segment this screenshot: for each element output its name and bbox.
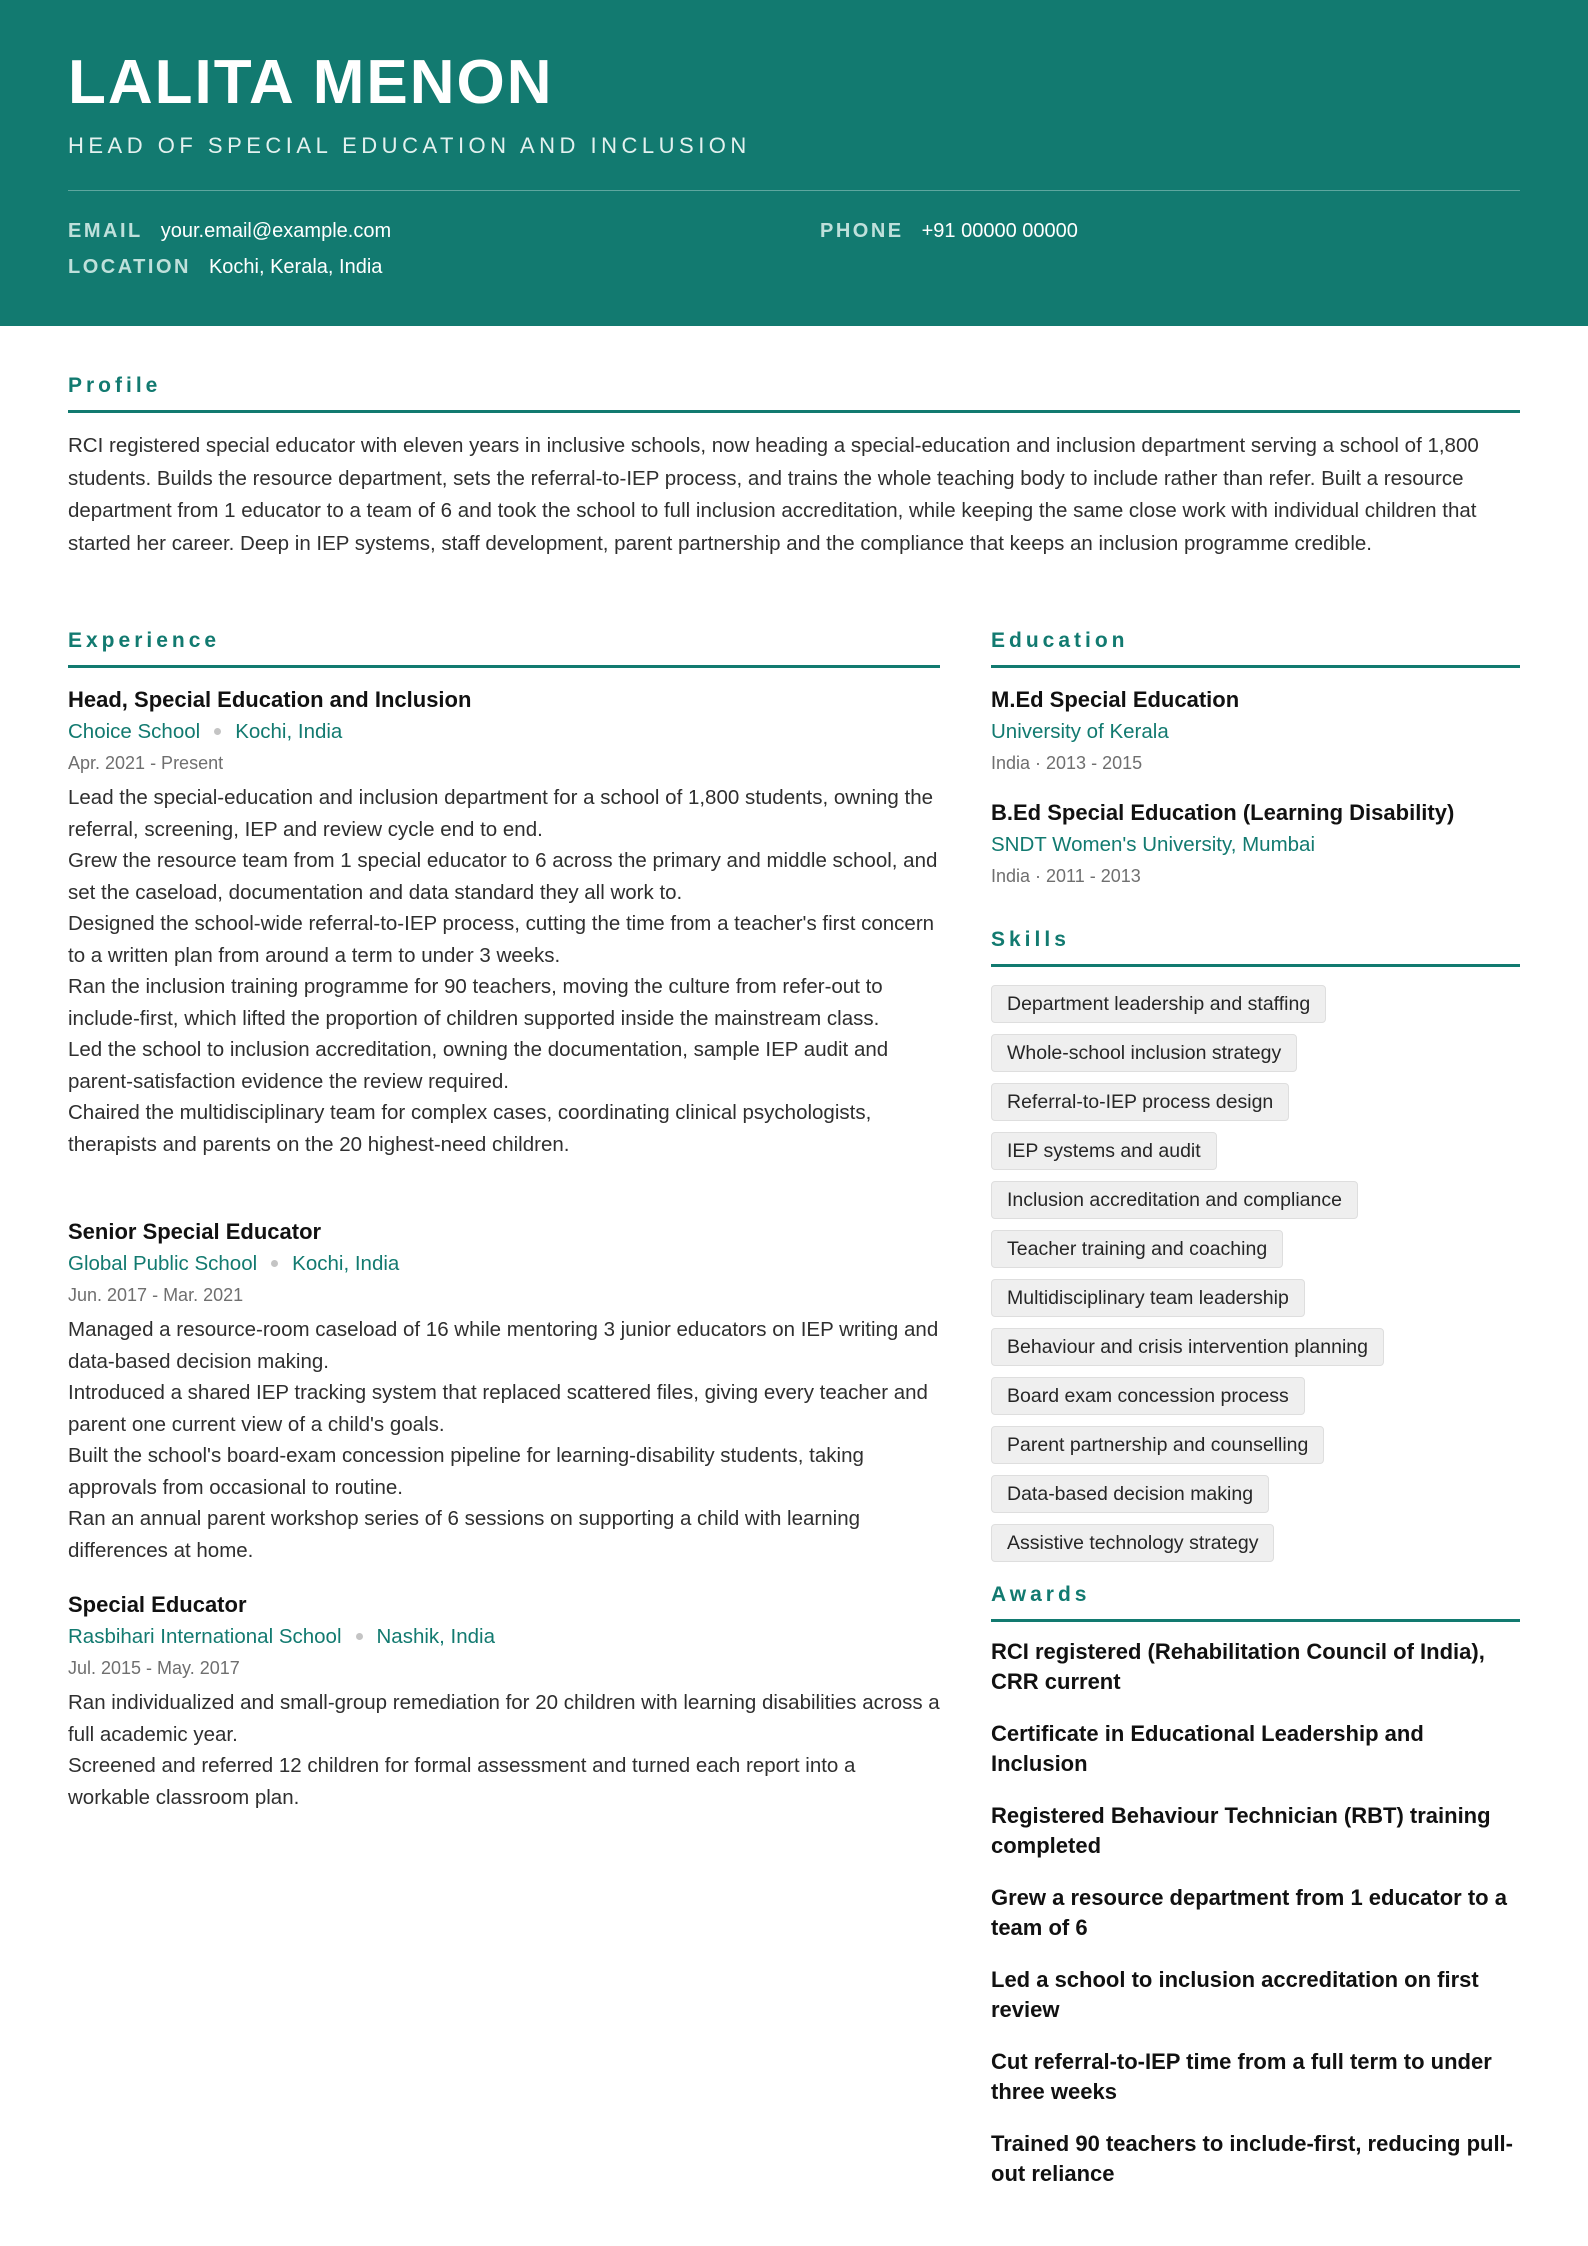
skill-chip: Board exam concession process — [991, 1377, 1305, 1415]
profile-summary: RCI registered special educator with eleven years in inclusive schools, now heading a special-education and inclusion department serving a school of 1,800 students. Builds the resource department, sets the referral-to-IEP process, and trains the whole teaching body to include rather than refer. Built a resource department from 1 educator to a team of 6 and took the school to full inclusion accreditation, while keeping the same close work with individual children that started her career. Deep in IEP systems, staff development, parent partnership and the compliance that keeps an inclusion programme credible. — [68, 434, 1479, 555]
job-title: Senior Special Educator — [68, 1219, 322, 1244]
job-org-line — [68, 716, 940, 748]
job-bullet: Ran individualized and small-group remediation for 20 children with learning disabilities across a full academic year. — [68, 1691, 940, 1746]
award-item: Trained 90 teachers to include-first, reducing pull-out reliance — [991, 2131, 1513, 2186]
job-location: Kochi, India — [235, 720, 343, 743]
skill-chip: Behaviour and crisis intervention planning — [991, 1328, 1384, 1366]
profile-heading: Profile — [68, 374, 162, 397]
skill-chip: Department leadership and staffing — [991, 985, 1326, 1023]
education-divider — [991, 665, 1520, 668]
award-item: Cut referral-to-IEP time from a full term to under three weeks — [991, 2049, 1492, 2104]
skill-chip: Data-based decision making — [991, 1475, 1269, 1513]
skill-chip: Assistive technology strategy — [991, 1524, 1274, 1562]
skill-chip: Whole-school inclusion strategy — [991, 1034, 1297, 1072]
job-bullet: Built the school's board-exam concession pipeline for learning-disability students, taking approvals from occasional to routine. — [68, 1444, 864, 1499]
separator-dot-icon — [356, 1633, 363, 1640]
job-bullet: Introduced a shared IEP tracking system that replaced scattered files, giving every teacher and parent one current view of a child's goals. — [68, 1381, 928, 1436]
awards-divider — [991, 1619, 1520, 1622]
experience-divider — [68, 665, 940, 668]
email-label: EMAIL — [68, 220, 143, 242]
location-label: LOCATION — [68, 256, 191, 278]
job-bullet: Ran an annual parent workshop series of 6 sessions on supporting a child with learning differences at home. — [68, 1507, 861, 1562]
contact-phone — [820, 218, 1078, 244]
separator-dot-icon — [271, 1260, 278, 1267]
edu-degree: B.Ed Special Education (Learning Disability) — [991, 800, 1455, 825]
job-dates: Jun. 2017 - Mar. 2021 — [68, 1285, 244, 1305]
contact-location — [68, 254, 382, 280]
resume-header — [0, 0, 1588, 326]
skill-chip: Inclusion accreditation and compliance — [991, 1181, 1358, 1219]
job-employer: Choice School — [68, 720, 201, 743]
skill-chip: Referral-to-IEP process design — [991, 1083, 1289, 1121]
job-entry — [68, 1589, 940, 1813]
profile-divider — [68, 410, 1520, 413]
award-item: RCI registered (Rehabilitation Council of India), CRR current — [991, 1639, 1485, 1694]
skill-chip: Multidisciplinary team leadership — [991, 1279, 1305, 1317]
job-bullet: Chaired the multidisciplinary team for complex cases, coordinating clinical psychologists, therapists and parents on the 20 highest-need children. — [68, 1101, 872, 1156]
candidate-title: HEAD OF SPECIAL EDUCATION AND INCLUSION — [68, 133, 751, 158]
separator-dot-icon — [214, 728, 221, 735]
email-value[interactable]: your.email@example.com — [160, 220, 392, 242]
job-entry — [68, 1216, 940, 1566]
award-item: Certificate in Educational Leadership and Inclusion — [991, 1721, 1424, 1776]
awards-list — [991, 1637, 1520, 2211]
job-dates: Apr. 2021 - Present — [68, 753, 224, 773]
award-item: Grew a resource department from 1 educator to a team of 6 — [991, 1885, 1507, 1940]
education-entry — [991, 684, 1520, 778]
edu-school: University of Kerala — [991, 720, 1169, 743]
skill-chip: Parent partnership and counselling — [991, 1426, 1324, 1464]
job-org-line — [68, 1248, 940, 1280]
award-item: Registered Behaviour Technician (RBT) training completed — [991, 1803, 1491, 1858]
education-heading: Education — [991, 629, 1129, 652]
contact-email — [68, 218, 391, 244]
candidate-name: LALITA MENON — [68, 48, 554, 117]
job-location: Kochi, India — [292, 1252, 400, 1275]
job-bullet: Ran the inclusion training programme for 90 teachers, moving the culture from refer-out to include-first, which lifted the proportion of children supported inside the mainstream class. — [68, 975, 883, 1030]
job-bullet: Designed the school-wide referral-to-IEP process, cutting the time from a teacher's first concern to a written plan from around a term to under 3 weeks. — [68, 912, 935, 967]
edu-meta: India · 2013 - 2015 — [991, 753, 1143, 773]
award-item: Led a school to inclusion accreditation on first review — [991, 1967, 1479, 2022]
job-employer: Global Public School — [68, 1252, 258, 1275]
header-divider — [68, 190, 1520, 191]
job-location: Nashik, India — [376, 1625, 496, 1648]
edu-meta: India · 2011 - 2013 — [991, 866, 1141, 886]
skill-chip: IEP systems and audit — [991, 1132, 1217, 1170]
experience-heading: Experience — [68, 629, 221, 652]
job-dates: Jul. 2015 - May. 2017 — [68, 1658, 240, 1678]
job-bullet: Grew the resource team from 1 special educator to 6 across the primary and middle school, and set the caseload, documentation and data standard they all work to. — [68, 849, 938, 904]
edu-school: SNDT Women's University, Mumbai — [991, 833, 1316, 856]
location-value: Kochi, Kerala, India — [208, 256, 383, 278]
job-bullet: Managed a resource-room caseload of 16 while mentoring 3 junior educators on IEP writing and data-based decision making. — [68, 1318, 939, 1373]
phone-value[interactable]: +91 00000 00000 — [921, 220, 1078, 242]
skill-chip: Teacher training and coaching — [991, 1230, 1283, 1268]
job-employer: Rasbihari International School — [68, 1625, 342, 1648]
job-bullet: Lead the special-education and inclusion department for a school of 1,800 students, owning the referral, screening, IEP and review cycle end to end. — [68, 786, 933, 841]
education-entry — [991, 797, 1520, 891]
skills-heading: Skills — [991, 928, 1070, 951]
job-entry — [68, 684, 940, 1160]
job-bullet: Screened and referred 12 children for formal assessment and turned each report into a workable classroom plan. — [68, 1754, 856, 1809]
edu-degree: M.Ed Special Education — [991, 687, 1240, 712]
job-bullet: Led the school to inclusion accreditation, owning the documentation, sample IEP audit and parent-satisfaction evidence the review required. — [68, 1038, 889, 1093]
skills-divider — [991, 964, 1520, 967]
job-title: Head, Special Education and Inclusion — [68, 687, 472, 712]
job-org-line — [68, 1621, 940, 1653]
skills-list — [991, 985, 1520, 1573]
awards-heading: Awards — [991, 1583, 1091, 1606]
job-title: Special Educator — [68, 1592, 247, 1617]
phone-label: PHONE — [820, 220, 904, 242]
